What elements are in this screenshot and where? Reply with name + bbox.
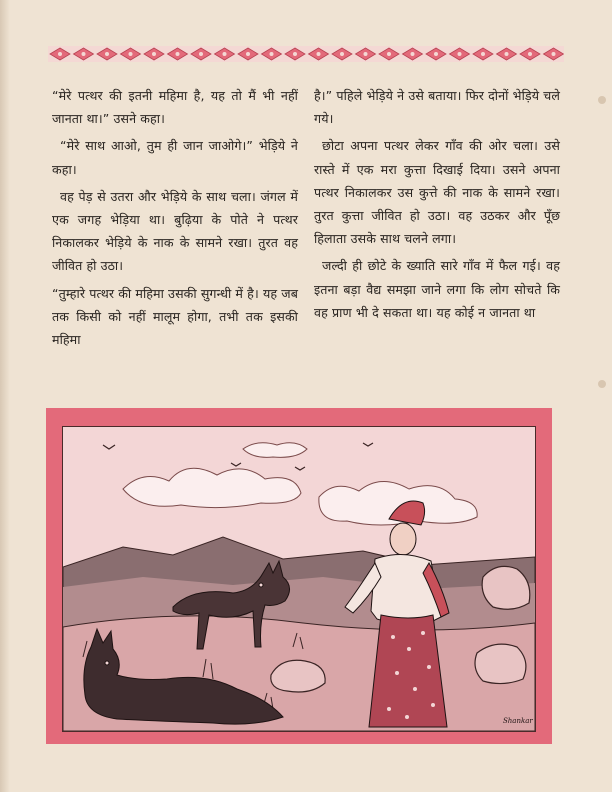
ornament-dot [340, 52, 344, 56]
paragraph: “मेरे साथ आओ, तुम ही जान जाओगे।” भेड़िये ने कहा। [52, 138, 298, 177]
staple-hole [598, 380, 606, 388]
ornament-dot [129, 52, 133, 56]
ornament-dot [411, 52, 415, 56]
illustration-svg [63, 427, 535, 731]
ornament-dot [270, 52, 274, 56]
ornament-dot [105, 52, 109, 56]
story-illustration [62, 426, 536, 732]
text-column-left [52, 84, 298, 394]
decorative-border-ornament [48, 46, 564, 62]
cloud-shape [243, 443, 307, 458]
ornament-dot [152, 52, 156, 56]
ornament-dot [246, 52, 250, 56]
ornament-dot [552, 52, 556, 56]
page-binding-edge [0, 0, 10, 792]
ornament-dot [176, 52, 180, 56]
ornament-dot [505, 52, 509, 56]
paragraph: “तुम्हारे पत्थर की महिमा उसकी सुगन्धी में है। यह जब तक किसी को नहीं मालूम होगा, तभी तक इसकी महिमा [52, 285, 298, 348]
ornament-dot [293, 52, 297, 56]
illustration-frame [46, 408, 552, 744]
ornament-dot [458, 52, 462, 56]
paragraph: वह पेड़ से उतरा और भेड़िये के साथ चला। जंगल में एक जगह भेड़िया था। बुढ़िया के पोते ने पत्थर निकालकर भेड़िये के नाक के सामने रखा। तुरत वह जीवित हो उठा। [52, 188, 298, 274]
staple-hole [598, 96, 606, 104]
ornament-dot [364, 52, 368, 56]
paragraph: है।” पहिले भेड़िये ने उसे बताया। फिर दोनों भेड़िये चले गये। [314, 88, 560, 127]
text-column-right [314, 84, 560, 394]
ornament-dot [481, 52, 485, 56]
ornament-dot [223, 52, 227, 56]
paragraph: जल्दी ही छोटे के ख्याति सारे गाँव में फैल गई। वह इतना बड़ा वैद्य समझा जाने लगा कि लोग सोचते कि वह प्राण भी दे सकता था। यह कोई न जानता था [314, 258, 560, 320]
ornament-dot [317, 52, 321, 56]
ornament-dot [387, 52, 391, 56]
ornament-dot [82, 52, 86, 56]
ornament-dot [58, 52, 62, 56]
story-text [52, 84, 560, 394]
ornament-dot [434, 52, 438, 56]
ornament-dot [528, 52, 532, 56]
ornament-dot [199, 52, 203, 56]
artist-signature: Shankar [503, 717, 533, 725]
paragraph: छोटा अपना पत्थर लेकर गाँव की ओर चला। उसे रास्ते में एक मरा कुत्ता दिखाई दिया। उसने अपना पत्थर निकालकर उस कुत्ते की नाक के सामने रखा। तुरत कुत्ता जीवित हो उठा। वह उठकर और पूँछ हिलाता उसके साथ चलने लगा। [314, 138, 560, 247]
paragraph: “मेरे पत्थर की इतनी महिमा है, यह तो मैं भी नहीं जानता था।” उसने कहा। [52, 88, 298, 127]
